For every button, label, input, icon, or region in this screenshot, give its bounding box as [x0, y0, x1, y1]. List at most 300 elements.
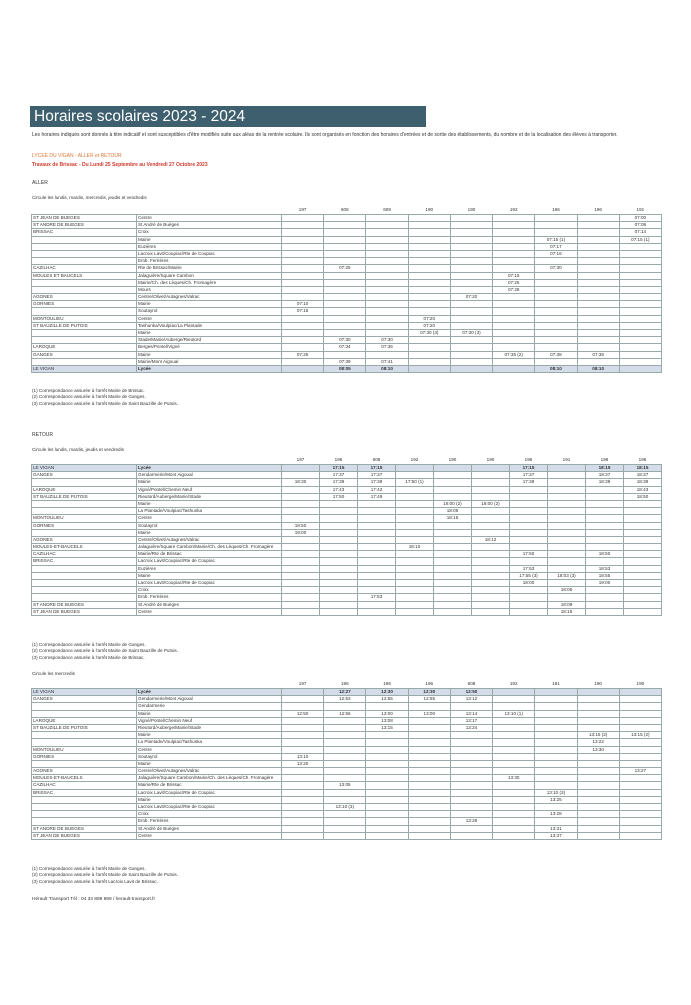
line-number-header: 196 — [383, 681, 391, 686]
time-cell: 12:56 — [324, 710, 366, 717]
timetable-row — [32, 551, 662, 558]
time-cell — [366, 322, 408, 329]
time-cell — [510, 500, 548, 507]
time-cell — [493, 365, 535, 372]
time-cell — [493, 315, 535, 322]
timetable-row — [32, 796, 662, 803]
time-cell — [472, 601, 510, 608]
time-cell — [535, 229, 577, 236]
stop-cell: Emb. Ferrières — [137, 594, 282, 601]
town-cell: ST BAUZILLE DE PUTOIS — [32, 724, 137, 731]
time-cell — [282, 739, 324, 746]
time-cell — [396, 558, 434, 565]
time-cell — [408, 746, 450, 753]
time-cell — [577, 710, 619, 717]
stop-cell: St André de Buèges — [137, 825, 282, 832]
time-cell — [535, 760, 577, 767]
town-cell — [32, 703, 137, 710]
time-cell: 12:55 — [366, 696, 408, 703]
time-cell: 07:15 (1) — [535, 236, 577, 243]
timetable-row — [32, 236, 662, 243]
time-cell — [450, 796, 492, 803]
time-cell — [493, 265, 535, 272]
time-cell: 07:16 — [535, 250, 577, 257]
time-cell — [493, 753, 535, 760]
time-cell: 07:34 — [324, 344, 366, 351]
time-cell — [510, 515, 548, 522]
time-cell — [366, 739, 408, 746]
time-cell — [282, 286, 324, 293]
time-cell — [619, 315, 661, 322]
time-cell — [577, 768, 619, 775]
time-cell — [434, 465, 472, 472]
time-cell — [358, 551, 396, 558]
time-cell — [548, 486, 586, 493]
time-cell — [493, 229, 535, 236]
time-cell — [493, 804, 535, 811]
time-cell — [366, 243, 408, 250]
time-cell — [535, 215, 577, 222]
time-cell — [472, 465, 510, 472]
town-cell: LE VIGAN — [32, 465, 137, 472]
timetable-row — [32, 710, 662, 717]
stop-cell: Mairie — [137, 236, 282, 243]
time-cell — [577, 315, 619, 322]
stop-cell: Tashunka/Voulpiac/La Plantade — [137, 322, 282, 329]
time-cell — [510, 587, 548, 594]
town-cell — [32, 243, 137, 250]
time-cell: 13:37 — [535, 832, 577, 839]
town-cell: ST ANDRE DE BUEGES — [32, 222, 137, 229]
time-cell — [408, 724, 450, 731]
line-number-header: 608 — [340, 207, 349, 212]
time-cell — [358, 508, 396, 515]
time-cell — [320, 558, 358, 565]
time-cell — [324, 732, 366, 739]
time-cell — [282, 594, 320, 601]
time-cell — [408, 308, 450, 315]
retour-notes — [32, 642, 178, 661]
time-cell: 19:00 — [586, 580, 624, 587]
stop-cell: Mairie — [137, 479, 282, 486]
line-number-header: 197 — [298, 681, 307, 686]
time-cell: 17:55 (3) — [510, 572, 548, 579]
time-cell — [619, 811, 661, 818]
time-cell: 07:38 — [577, 351, 619, 358]
time-cell: 17:53 — [358, 594, 396, 601]
time-cell: 13:30 — [493, 775, 535, 782]
time-cell — [434, 493, 472, 500]
stop-cell: Lycée — [137, 465, 282, 472]
time-cell — [510, 536, 548, 543]
time-cell — [493, 760, 535, 767]
time-cell — [535, 696, 577, 703]
stop-cell: Berges/Pontel/Vigné — [137, 344, 282, 351]
time-cell: 13:31 — [535, 825, 577, 832]
line-number-header: 192 — [509, 207, 518, 212]
timetable-row — [32, 565, 662, 572]
time-cell — [366, 796, 408, 803]
time-cell: 13:15 (2) — [619, 732, 661, 739]
time-cell — [324, 768, 366, 775]
stop-cell: Mairie — [137, 330, 282, 337]
time-cell — [282, 732, 324, 739]
time-cell: 13:00 — [408, 710, 450, 717]
timetable-row — [32, 832, 662, 839]
time-cell — [282, 796, 324, 803]
time-cell — [408, 775, 450, 782]
time-cell — [282, 536, 320, 543]
time-cell: 07:36 — [366, 344, 408, 351]
line-number-header: 190 — [448, 457, 457, 462]
time-cell — [324, 825, 366, 832]
time-cell — [324, 308, 366, 315]
stop-cell: Lacroix Lavit/Coupiac/Rte de Coupiac — [137, 558, 282, 565]
time-cell: 08:10 — [577, 365, 619, 372]
time-cell — [624, 587, 662, 594]
time-cell — [324, 322, 366, 329]
stop-cell: Emb. Ferrières — [137, 818, 282, 825]
time-cell — [434, 544, 472, 551]
timetable-row — [32, 782, 662, 789]
time-cell — [624, 558, 662, 565]
stop-cell: Lacroix Lavit/Coupiac/Rte de Coupiac — [137, 250, 282, 257]
time-cell — [535, 286, 577, 293]
town-cell: MONTOULIEU — [32, 315, 137, 322]
time-cell — [577, 696, 619, 703]
stop-cell: Rieutord/Auberge/Mairie/Stade — [137, 724, 282, 731]
time-cell: 07:38 — [535, 351, 577, 358]
time-cell — [619, 782, 661, 789]
time-cell — [320, 594, 358, 601]
timetable-row — [32, 215, 662, 222]
time-cell — [324, 286, 366, 293]
time-cell — [358, 515, 396, 522]
town-cell — [32, 308, 137, 315]
time-cell — [324, 703, 366, 710]
time-cell — [450, 322, 492, 329]
time-cell — [408, 272, 450, 279]
time-cell: 13:22 — [577, 739, 619, 746]
time-cell — [324, 717, 366, 724]
time-cell: 07:14 — [619, 229, 661, 236]
time-cell — [535, 732, 577, 739]
town-cell — [32, 279, 137, 286]
timetable-row — [32, 753, 662, 760]
time-cell — [577, 775, 619, 782]
time-cell — [577, 265, 619, 272]
time-cell — [396, 587, 434, 594]
time-cell — [619, 344, 661, 351]
stop-cell: Mairie — [137, 760, 282, 767]
time-cell — [324, 832, 366, 839]
town-cell — [32, 587, 137, 594]
timetable-row — [32, 739, 662, 746]
time-cell — [493, 344, 535, 351]
time-cell — [619, 724, 661, 731]
time-cell — [472, 565, 510, 572]
time-cell — [450, 703, 492, 710]
time-cell — [535, 768, 577, 775]
town-cell — [32, 732, 137, 739]
time-cell — [586, 536, 624, 543]
time-cell — [577, 308, 619, 315]
stop-cell: Centre/Olivet/Autagnes/Valrac — [137, 294, 282, 301]
time-cell — [619, 337, 661, 344]
time-cell: 18:00 (2) — [434, 500, 472, 507]
time-cell — [396, 508, 434, 515]
line-number-header: 196 — [638, 457, 647, 462]
time-cell — [450, 337, 492, 344]
line-number-header: 192 — [509, 681, 518, 686]
time-cell — [493, 222, 535, 229]
time-cell: 07:30 — [535, 265, 577, 272]
time-cell — [366, 775, 408, 782]
time-cell — [320, 601, 358, 608]
time-cell — [282, 493, 320, 500]
time-cell — [619, 358, 661, 365]
footnote: (1) Correspondance assurée à l'arrêt Mairie de Brissac. — [32, 388, 145, 393]
time-cell: 13:10 (3) — [324, 804, 366, 811]
time-cell — [324, 753, 366, 760]
time-cell — [366, 746, 408, 753]
timetable-row — [32, 594, 662, 601]
town-cell — [32, 572, 137, 579]
time-cell — [282, 789, 324, 796]
stop-cell: Stade/Mairie/Auberge/Rieutord — [137, 337, 282, 344]
time-cell — [320, 608, 358, 615]
time-cell — [510, 601, 548, 608]
time-cell — [358, 536, 396, 543]
timetable-row — [32, 465, 662, 472]
time-cell: 13:17 — [450, 717, 492, 724]
time-cell — [366, 732, 408, 739]
time-cell — [324, 243, 366, 250]
time-cell — [624, 601, 662, 608]
time-cell — [586, 508, 624, 515]
time-cell — [408, 703, 450, 710]
town-cell — [32, 529, 137, 536]
timetable-row — [32, 229, 662, 236]
line-number-header: 191 — [552, 681, 560, 686]
time-cell: 17:39 — [510, 479, 548, 486]
time-cell — [282, 229, 324, 236]
time-cell — [624, 508, 662, 515]
time-cell: 18:05 — [548, 587, 586, 594]
time-cell — [396, 515, 434, 522]
time-cell — [366, 818, 408, 825]
town-cell — [32, 739, 137, 746]
time-cell: 17:43 — [320, 486, 358, 493]
time-cell — [366, 804, 408, 811]
timetable-row — [32, 572, 662, 579]
time-cell — [472, 486, 510, 493]
time-cell: 13:28 — [535, 811, 577, 818]
timetable-row — [32, 768, 662, 775]
time-cell — [619, 825, 661, 832]
town-cell — [32, 286, 137, 293]
time-cell: 07:41 — [366, 358, 408, 365]
time-cell — [493, 243, 535, 250]
time-cell — [577, 222, 619, 229]
time-cell — [434, 536, 472, 543]
stop-cell: Mairie/Ch. des Lèques/Ch. Fromagère — [137, 279, 282, 286]
time-cell — [408, 804, 450, 811]
stop-cell: Mairie — [137, 529, 282, 536]
time-cell — [358, 558, 396, 565]
timetable-row — [32, 544, 662, 551]
town-cell: MOULES-ET-BAUCELS — [32, 544, 137, 551]
time-cell — [366, 351, 408, 358]
stop-cell: Mairie/Rte de Brissac — [137, 551, 282, 558]
time-cell — [282, 265, 324, 272]
town-cell — [32, 594, 137, 601]
time-cell — [493, 832, 535, 839]
time-cell: 18:15 — [624, 465, 662, 472]
town-cell — [32, 811, 137, 818]
time-cell — [320, 536, 358, 543]
time-cell — [510, 508, 548, 515]
town-cell: AGONES — [32, 768, 137, 775]
stop-cell: Croix — [137, 811, 282, 818]
time-cell — [450, 265, 492, 272]
time-cell — [408, 732, 450, 739]
timetable-row — [32, 732, 662, 739]
time-cell — [548, 465, 586, 472]
time-cell — [493, 689, 535, 696]
lycee-line: LYCEE DU VIGAN - ALLER et RETOUR — [32, 153, 122, 159]
time-cell — [472, 544, 510, 551]
time-cell — [535, 308, 577, 315]
time-cell — [619, 330, 661, 337]
town-cell — [32, 760, 137, 767]
town-cell — [32, 580, 137, 587]
time-cell: 07:25 — [493, 279, 535, 286]
town-cell: ST ANDRE DE BUEGES — [32, 825, 137, 832]
time-cell — [493, 825, 535, 832]
town-cell — [32, 258, 137, 265]
time-cell — [619, 243, 661, 250]
time-cell — [450, 811, 492, 818]
time-cell: 07:00 — [619, 215, 661, 222]
time-cell: 18:37 — [624, 472, 662, 479]
line-number-header: 608 — [467, 681, 476, 686]
time-cell: 07:20 — [408, 322, 450, 329]
time-cell — [396, 529, 434, 536]
time-cell — [408, 753, 450, 760]
time-cell — [408, 818, 450, 825]
time-cell — [282, 344, 324, 351]
timetable-row — [32, 337, 662, 344]
time-cell — [535, 818, 577, 825]
time-cell — [408, 250, 450, 257]
timetable-row — [32, 775, 662, 782]
line-number-header: 191 — [562, 457, 571, 462]
time-cell — [408, 739, 450, 746]
time-cell — [434, 551, 472, 558]
line-number-header: 196 — [524, 457, 533, 462]
time-cell — [535, 330, 577, 337]
town-cell — [32, 565, 137, 572]
time-cell — [535, 724, 577, 731]
timetable-row — [32, 279, 662, 286]
time-cell: 18:39 — [586, 479, 624, 486]
time-cell — [624, 594, 662, 601]
stop-cell: Centre — [137, 215, 282, 222]
time-cell — [493, 294, 535, 301]
time-cell — [493, 717, 535, 724]
time-cell: 12:50 — [282, 710, 324, 717]
time-cell — [548, 500, 586, 507]
stop-cell: Gendarmerie/Mont Aigoual — [137, 472, 282, 479]
aller-table — [31, 207, 662, 373]
town-cell — [32, 710, 137, 717]
timetable-row — [32, 536, 662, 543]
time-cell — [577, 724, 619, 731]
time-cell — [577, 344, 619, 351]
stop-cell: Euzières — [137, 565, 282, 572]
time-cell — [396, 572, 434, 579]
time-cell — [493, 215, 535, 222]
stop-cell: Croix — [137, 229, 282, 236]
stop-cell: Mairie/Rte de Brissac — [137, 782, 282, 789]
time-cell: 07:30 — [366, 337, 408, 344]
time-cell — [282, 315, 324, 322]
time-cell — [619, 279, 661, 286]
time-cell — [619, 746, 661, 753]
time-cell — [434, 580, 472, 587]
time-cell — [408, 768, 450, 775]
time-cell — [548, 594, 586, 601]
time-cell: 07:15 — [282, 308, 324, 315]
aller-notes — [32, 388, 178, 407]
stop-cell: Centre/Olivet/Autagnes/Valrac — [137, 536, 282, 543]
time-cell: 17:49 — [358, 493, 396, 500]
time-cell — [282, 746, 324, 753]
time-cell: 07:28 — [493, 286, 535, 293]
time-cell — [282, 832, 324, 839]
time-cell — [324, 272, 366, 279]
time-cell: 18:03 (3) — [548, 572, 586, 579]
town-cell: GANGES — [32, 351, 137, 358]
time-cell: 07:30 — [324, 337, 366, 344]
time-cell — [366, 308, 408, 315]
time-cell — [619, 294, 661, 301]
time-cell — [282, 551, 320, 558]
timetable-row — [32, 315, 662, 322]
time-cell — [535, 337, 577, 344]
time-cell — [577, 250, 619, 257]
time-cell: 18:15 — [434, 515, 472, 522]
time-cell — [366, 286, 408, 293]
time-cell — [535, 272, 577, 279]
time-cell — [577, 322, 619, 329]
town-cell: GANGES — [32, 696, 137, 703]
timetable-row — [32, 301, 662, 308]
time-cell — [535, 703, 577, 710]
time-cell — [396, 522, 434, 529]
town-cell: CAZILHAC — [32, 782, 137, 789]
time-cell: 17:50 — [510, 551, 548, 558]
time-cell — [619, 322, 661, 329]
timetable-row — [32, 580, 662, 587]
time-cell — [450, 732, 492, 739]
time-cell — [366, 315, 408, 322]
timetable-row — [32, 486, 662, 493]
line-number-header: 190 — [467, 207, 476, 212]
stop-cell: Euzières — [137, 243, 282, 250]
time-cell — [396, 608, 434, 615]
